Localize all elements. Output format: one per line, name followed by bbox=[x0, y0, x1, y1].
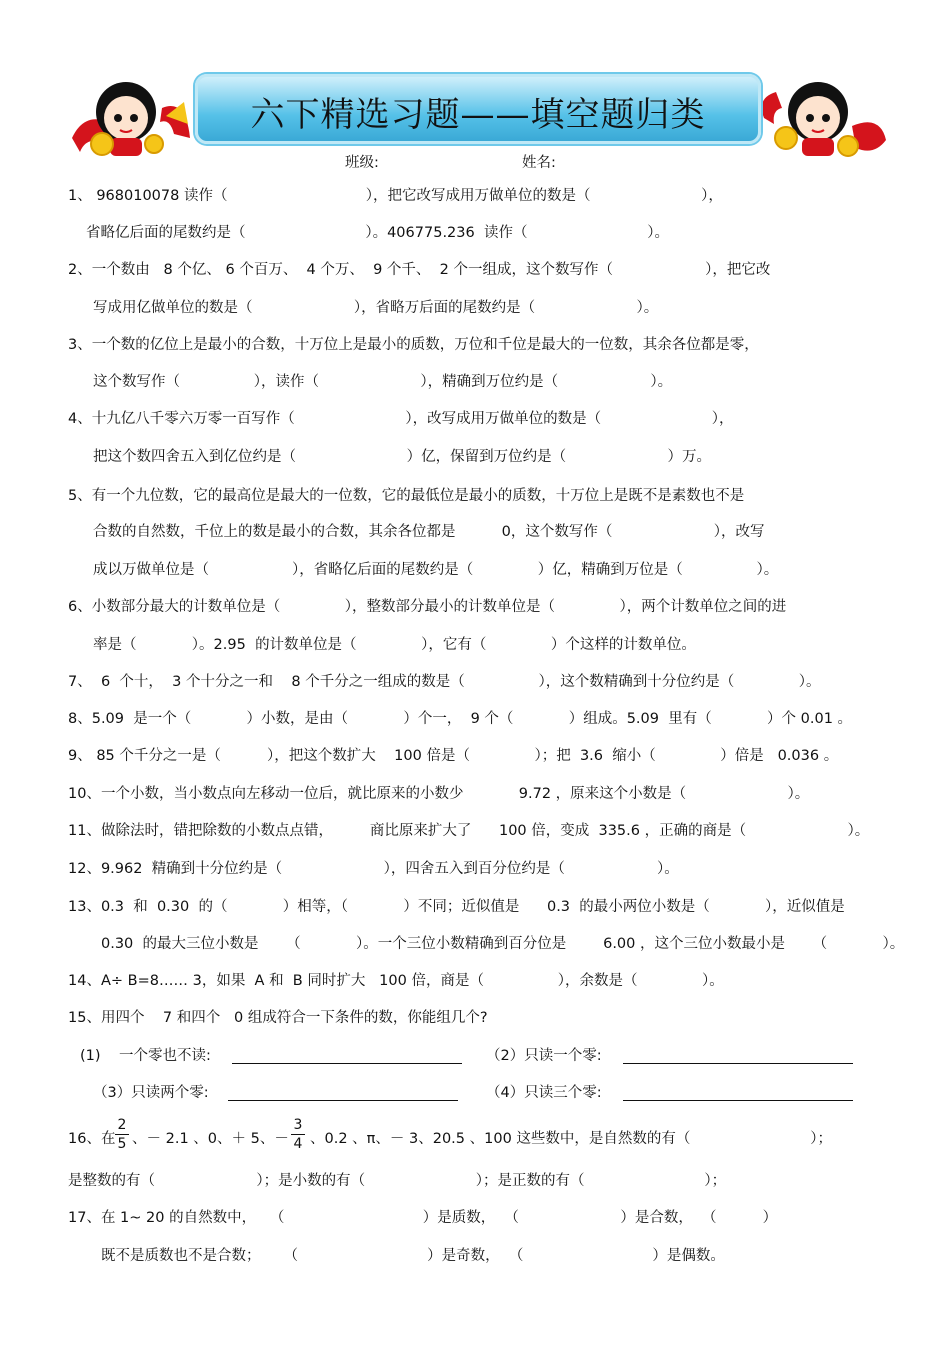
q16-text-middle: 、－ 2.1 、0、＋ 5、－ bbox=[132, 1131, 289, 1147]
question-line: 0.30 的最大三位小数是 （ ）。一个三位小数精确到百分位是 6.00 ，这个三位小数最小是 （ ）。 bbox=[101, 936, 905, 952]
question-line: 是整数的有（ ）；是小数的有（ ）；是正数的有（ ）； bbox=[68, 1173, 727, 1189]
q15-part4-answer-line[interactable] bbox=[623, 1100, 853, 1101]
right-mascot-icon bbox=[756, 68, 890, 160]
q15-part3-label: （3）只读两个零: bbox=[93, 1085, 209, 1101]
question-line: 4、十九亿八千零六万零一百写作（ ），改写成用万做单位的数是（ ）， bbox=[68, 411, 734, 427]
question-line: 8、5.09 是一个（ ）小数，是由（ ）个一， 9 个（ ）组成。5.09 里有（ ）个 0.01 。 bbox=[68, 711, 853, 727]
question-line: 3、一个数的亿位上是最小的合数，十万位上是最小的质数，万位和千位是最大的一位数，其余各位都是零， bbox=[68, 337, 759, 353]
q16-text-end: 、0.2 、π、－ 3、20.5 、100 这些数中，是自然数的有（ ）； bbox=[310, 1131, 832, 1147]
question-line: 14、A÷ B=8‥‥‥ 3，如果 A 和 B 同时扩大 100 倍，商是（ ），余数是（ ）。 bbox=[68, 973, 724, 989]
q15-part3-answer-line[interactable] bbox=[228, 1100, 458, 1101]
question-line: 13、0.3 和 0.30 的（ ）相等，（ ）不同；近似值是 0.3 的最小两位小数是（ ），近似值是 bbox=[68, 899, 845, 915]
question-line: 15、用四个 7 和四个 0 组成符合一下条件的数，你能组几个? bbox=[68, 1010, 488, 1026]
q15-part2-answer-line[interactable] bbox=[623, 1063, 853, 1064]
question-line: 2、一个数由 8 个亿、 6 个百万、 4 个万、 9 个千、 2 个一组成，这个数写作（ ），把它改 bbox=[68, 262, 771, 278]
fraction-three-quarters bbox=[291, 1117, 305, 1152]
q15-part4-label: （4）只读三个零: bbox=[486, 1085, 602, 1101]
question-line: 率是（ ）。2.95 的计数单位是（ ），它有（ ）个这样的计数单位。 bbox=[93, 637, 696, 653]
q15-part1-answer-line[interactable] bbox=[232, 1063, 462, 1064]
question-line: 合数的自然数，千位上的数是最小的合数，其余各位都是 0，这个数写作（ ），改写 bbox=[93, 524, 765, 540]
class-label: 班级: bbox=[345, 155, 379, 171]
q15-part2-label: （2）只读一个零: bbox=[486, 1048, 602, 1064]
title-box bbox=[195, 74, 761, 144]
question-line: 7、 6 个十， 3 个十分之一和 8 个千分之一组成的数是（ ），这个数精确到十分位约是（ ）。 bbox=[68, 674, 821, 690]
question-line: 把这个数四舍五入到亿位约是（ ）亿，保留到万位约是（ ）万。 bbox=[93, 449, 712, 465]
question-line: 成以万做单位是（ ），省略亿后面的尾数约是（ ）亿，精确到万位是（ ）。 bbox=[93, 562, 779, 578]
fraction-denominator: 4 bbox=[293, 1136, 303, 1152]
question-line: 既不是质数也不是合数； （ ）是奇数， （ ）是偶数。 bbox=[101, 1248, 725, 1264]
question-line: 这个数写作（ ），读作（ ），精确到万位约是（ ）。 bbox=[93, 374, 673, 390]
question-line: 9、 85 个千分之一是（ ），把这个数扩大 100 倍是（ ）；把 3.6 缩小（ ）倍是 0.036 。 bbox=[68, 748, 839, 764]
name-label: 姓名: bbox=[522, 155, 556, 171]
q15-part1-label: (1) 一个零也不读: bbox=[80, 1048, 211, 1064]
fraction-numerator: 2 bbox=[117, 1117, 127, 1133]
fraction-denominator: 5 bbox=[117, 1136, 127, 1152]
question-line: 1、 968010078 读作（ ），把它改写成用万做单位的数是（ ）， bbox=[68, 188, 723, 204]
fraction-two-fifths bbox=[115, 1117, 129, 1152]
question-line: 5、有一个九位数，它的最高位是最大的一位数，它的最低位是最小的质数，十万位上是既不是素数也不是 bbox=[68, 488, 745, 504]
question-line: 6、小数部分最大的计数单位是（ ），整数部分最小的计数单位是（ ），两个计数单位之间的进 bbox=[68, 599, 787, 615]
question-line: 写成用亿做单位的数是（ ），省略万后面的尾数约是（ ）。 bbox=[93, 300, 659, 316]
question-line: 10、一个小数，当小数点向左移动一位后，就比原来的小数少 9.72 ，原来这个小数是（ ）。 bbox=[68, 786, 810, 802]
left-mascot-icon bbox=[66, 68, 196, 160]
question-line: 11、做除法时，错把除数的小数点点错， 商比原来扩大了 100 倍，变成 335.6 ，正确的商是（ ）。 bbox=[68, 823, 870, 839]
fraction-numerator: 3 bbox=[293, 1117, 303, 1133]
q16-text-start: 16、在 bbox=[68, 1131, 116, 1147]
page-title: 六下精选习题——填空题归类 bbox=[250, 95, 706, 135]
question-line: 12、9.962 精确到十分位约是（ ），四舍五入到百分位约是（ ）。 bbox=[68, 861, 679, 877]
question-line: 17、在 1~ 20 的自然数中， （ ）是质数， （ ）是合数， （ ） bbox=[68, 1210, 778, 1226]
question-line: 省略亿后面的尾数约是（ ）。406775.236 读作（ ）。 bbox=[86, 225, 670, 241]
